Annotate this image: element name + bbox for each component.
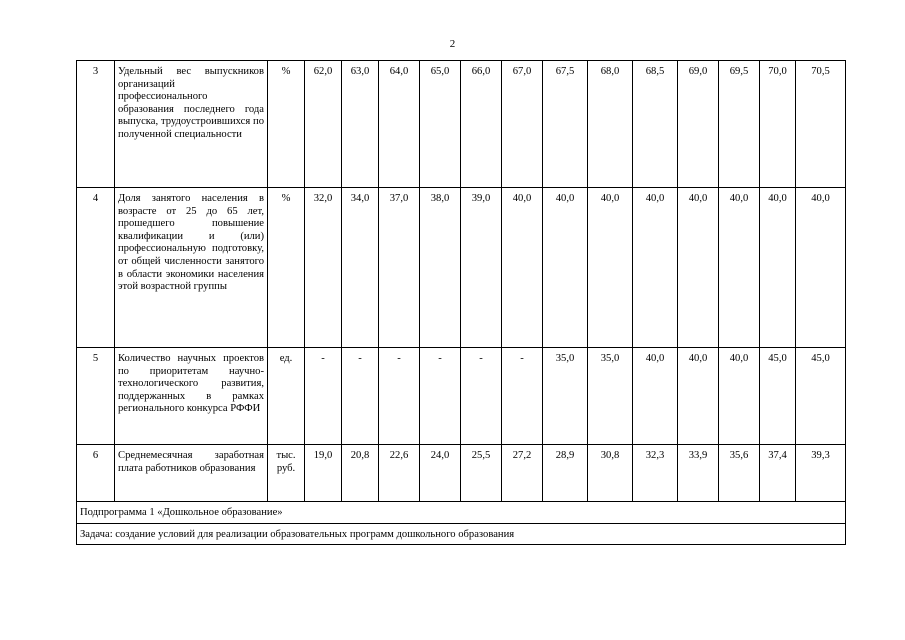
row-number: 4 — [77, 188, 115, 348]
row-number: 5 — [77, 348, 115, 445]
unit-cell: % — [268, 61, 305, 188]
value-cell: 28,9 — [543, 445, 588, 502]
indicator-name: Удельный вес выпускников организаций профессионального образования последнего года выпуска, трудоустроившихся по полученной специальности — [115, 61, 268, 188]
value-cell: 62,0 — [305, 61, 342, 188]
value-cell: 40,0 — [678, 348, 719, 445]
value-cell: 67,5 — [543, 61, 588, 188]
row-number: 3 — [77, 61, 115, 188]
value-cell: 66,0 — [461, 61, 502, 188]
value-cell: 35,0 — [543, 348, 588, 445]
value-cell: 45,0 — [760, 348, 796, 445]
value-cell: - — [502, 348, 543, 445]
value-cell: 68,5 — [633, 61, 678, 188]
row-number: 6 — [77, 445, 115, 502]
value-cell: 40,0 — [633, 348, 678, 445]
value-cell: 20,8 — [342, 445, 379, 502]
value-cell: 40,0 — [633, 188, 678, 348]
value-cell: 69,5 — [719, 61, 760, 188]
indicator-name: Среднемесячная заработная плата работников образования — [115, 445, 268, 502]
value-cell: 64,0 — [379, 61, 420, 188]
value-cell: 38,0 — [420, 188, 461, 348]
value-cell: 70,0 — [760, 61, 796, 188]
value-cell: 40,0 — [678, 188, 719, 348]
value-cell: 35,6 — [719, 445, 760, 502]
value-cell: 40,0 — [588, 188, 633, 348]
value-cell: 35,0 — [588, 348, 633, 445]
value-cell: - — [379, 348, 420, 445]
page-number: 2 — [449, 38, 456, 50]
value-cell: 70,5 — [796, 61, 846, 188]
value-cell: 22,6 — [379, 445, 420, 502]
value-cell: 19,0 — [305, 445, 342, 502]
value-cell: 40,0 — [543, 188, 588, 348]
value-cell: 30,8 — [588, 445, 633, 502]
table-row — [77, 61, 846, 188]
value-cell: 24,0 — [420, 445, 461, 502]
unit-cell: тыс. руб. — [268, 445, 305, 502]
value-cell: - — [305, 348, 342, 445]
value-cell: 63,0 — [342, 61, 379, 188]
unit-cell: ед. — [268, 348, 305, 445]
value-cell: 33,9 — [678, 445, 719, 502]
value-cell: 45,0 — [796, 348, 846, 445]
table-row — [77, 188, 846, 348]
value-cell: 37,4 — [760, 445, 796, 502]
value-cell: - — [461, 348, 502, 445]
table-row — [77, 445, 846, 502]
table-row — [77, 348, 846, 445]
value-cell: 40,0 — [719, 188, 760, 348]
subprogram-row — [77, 502, 846, 524]
value-cell: 40,0 — [502, 188, 543, 348]
indicator-name: Количество научных проектов по приоритетам научно-технологического развития, поддержанных в рамках регионального конкурса РФФИ — [115, 348, 268, 445]
subprogram-title: Подпрограмма 1 «Дошкольное образование» — [77, 502, 846, 524]
value-cell: 32,3 — [633, 445, 678, 502]
value-cell: 69,0 — [678, 61, 719, 188]
value-cell: 25,5 — [461, 445, 502, 502]
value-cell: 34,0 — [342, 188, 379, 348]
value-cell: 68,0 — [588, 61, 633, 188]
value-cell: - — [420, 348, 461, 445]
value-cell: 40,0 — [760, 188, 796, 348]
value-cell: 39,0 — [461, 188, 502, 348]
task-row — [77, 523, 846, 545]
value-cell: 32,0 — [305, 188, 342, 348]
unit-cell: % — [268, 188, 305, 348]
value-cell: 37,0 — [379, 188, 420, 348]
value-cell: 39,3 — [796, 445, 846, 502]
value-cell: 65,0 — [420, 61, 461, 188]
indicators-table — [76, 60, 846, 545]
value-cell: 67,0 — [502, 61, 543, 188]
value-cell: 40,0 — [796, 188, 846, 348]
indicator-name: Доля занятого населения в возрасте от 25 до 65 лет, прошедшего повышение квалификации и (или) профессиональную подготовку, от общей численности занятого в области экономики населения этой возрастной группы — [115, 188, 268, 348]
value-cell: 27,2 — [502, 445, 543, 502]
task-text: Задача: создание условий для реализации образовательных программ дошкольного образования — [77, 523, 846, 545]
value-cell: - — [342, 348, 379, 445]
value-cell: 40,0 — [719, 348, 760, 445]
table-body — [77, 61, 846, 502]
